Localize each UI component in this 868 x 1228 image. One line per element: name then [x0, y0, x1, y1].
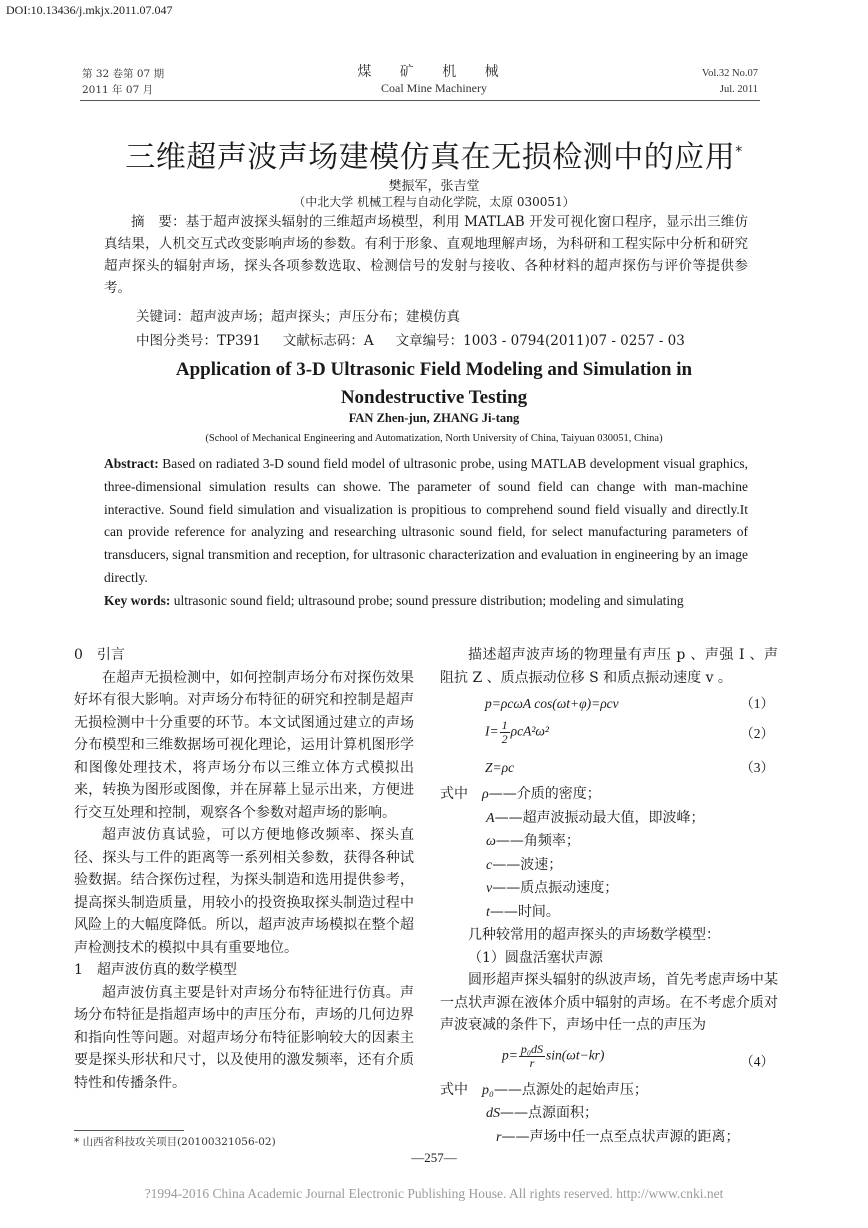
definition-item [440, 830, 778, 854]
def-symbol: ρ [482, 787, 489, 802]
header-rule [80, 100, 760, 101]
def-symbol: ω [486, 834, 496, 849]
footnote: * 山西省科技攻关项目(20100321056-02) [74, 1136, 276, 1148]
keywords-cn [136, 306, 748, 328]
left-column [74, 644, 414, 1094]
equation-1-expr: p=ρcωA cos(ωt+φ)=ρcv [485, 696, 619, 711]
definition-item [440, 1126, 778, 1150]
header-issue-info-en [702, 66, 758, 98]
abstract-cn [104, 211, 748, 299]
def-symbol: c [486, 857, 493, 873]
classification-line [136, 330, 748, 352]
paragraph: 几种较常用的超声探头的声场数学模型： [468, 927, 720, 943]
def-symbol: r [496, 1129, 502, 1145]
paragraph: 在超声无损检测中，如何控制声场分布对探伤效果好坏有很大影响。对声场分布特征的研究和控制是超声无损检测中十分重要的环节。本文试图通过建立的声场分布模型和三维数据场可视化理论，运用计算机图形学和图像处理技术，将声场分布以三维立体方式模拟出来，转换为图形或图像，并在屏幕上显示出来，方便进行交互处理和控制，观察各个参数对超声场的影响。 [74, 669, 414, 821]
def-text: ——角频率； [495, 833, 580, 849]
eq2-rhs: ρcA²ω² [510, 723, 549, 739]
eq2-fraction [500, 719, 510, 746]
eq2-numerator: 1 [501, 718, 508, 732]
def-symbol: A [486, 810, 495, 826]
paper-title-en [0, 356, 868, 412]
page-number: —257— [411, 1150, 457, 1165]
keywords-en-label: Key words: [104, 593, 171, 608]
copyright-notice: ?1994-2016 China Academic Journal Electronic Publishing House. All rights reserved. http://www.cnki.net [144, 1186, 724, 1201]
paragraph: 描述超声波声场的物理量有声压 p 、声强 I 、声阻抗 Z 、质点振动位移 S 和质点振动速度 v 。 [440, 647, 778, 686]
definition-item [440, 854, 778, 878]
definition-item [440, 783, 778, 807]
header-date-en: Jul. 2011 [719, 84, 758, 95]
def-symbol: dS [486, 1106, 500, 1121]
eq2-denominator: 2 [501, 732, 508, 746]
abstract-en [104, 453, 748, 590]
section-0-heading: 0 引言 [74, 647, 125, 663]
document-code: 文献标志码：A [282, 333, 374, 349]
definitions-list-2 [440, 1079, 778, 1150]
keywords-en [104, 590, 748, 613]
def-symbol: p₀ [482, 1082, 494, 1098]
def-symbol: v [486, 881, 493, 896]
equation-4 [440, 1041, 778, 1079]
title-en-line2: Nondestructive Testing [340, 387, 528, 408]
affiliation-en: (School of Mechanical Engineering and Automatization, North University of China, Taiyuan 030051, China) [205, 433, 663, 444]
title-text: 三维超声波声场建模仿真在无损检测中的应用 [125, 140, 736, 175]
section-1-heading: 1 超声波仿真的数学模型 [74, 962, 237, 978]
authors-cn: 樊振军，张吉堂 [388, 179, 480, 194]
def-text: ——介质的密度； [488, 786, 601, 802]
authors-en: FAN Zhen-jun, ZHANG Ji-tang [348, 411, 520, 425]
title-footnote-mark: * [735, 144, 743, 160]
equation-3 [440, 753, 778, 783]
keywords-cn-text: 超声波声场；超声探头；声压分布；建模仿真 [190, 309, 460, 325]
equation-1 [440, 689, 778, 719]
paper-title-cn [0, 132, 868, 176]
eq4-numerator: p₀dS [520, 1041, 544, 1056]
eq4-denominator: r [529, 1055, 535, 1070]
clc-number: 中图分类号：TP391 [136, 333, 261, 349]
header-volume: 第 32 卷第 07 期 [82, 68, 165, 80]
equation-2-expr [485, 719, 549, 746]
eq4-fraction [519, 1043, 545, 1070]
def-text: ——超声波振动最大值，即波峰； [494, 809, 705, 826]
paragraph: 圆形超声探头辐射的纵波声场，首先考虑声场中某一点状声源在液体介质中辐射的声场。在不考虑介质对声波衰减的条件下，声场中任一点的声压为 [440, 972, 778, 1033]
header-date: 2011 年 07 月 [82, 84, 154, 96]
definition-item [440, 807, 778, 831]
abstract-en-text: Based on radiated 3-D sound field model of ultrasonic probe, using MATLAB development visual graphics, three-dimensional simulation results can showe. The parameter of sound field can change with man-machine interactive. Sound field simulation and visualization is propitious to comprehend sound field visually and directly.It can provide reference for analyzing and researching ultrasonic sound field, for select manufacturing parameters of transducers, signal transmition and reception, for ultrasonic characterization and evaluation in engineering by an image directly. [104, 456, 748, 585]
keywords-en-text: ultrasonic sound field; ultrasound probe; sound pressure distribution; modeling and simulating [170, 593, 684, 608]
right-column [440, 644, 778, 1149]
def-text: ——波速； [492, 856, 563, 873]
def-text: ——点源处的起始声压； [493, 1081, 648, 1098]
equation-4-expr [502, 1043, 604, 1070]
where-label: 式中 [440, 1081, 468, 1098]
definitions-list [440, 783, 778, 924]
where-label: 式中 [440, 786, 468, 802]
equation-4-number: （4） [740, 1053, 774, 1069]
keywords-cn-label: 关键词： [136, 309, 190, 325]
affiliation-cn: （中北大学 机械工程与自动化学院，太原 030051） [293, 195, 575, 209]
paragraph: 超声波仿真试验，可以方便地修改频率、探头直径、探头与工件的距离等一系列相关参数，获得各种试验数据。结合探伤过程，为探头制造和选用提供参考，提高探头制造质量，用较小的投资换取探头制造过程中风险上的大幅度降低。所以，超声波声场模拟在整个超声检测技术的模拟中具有重要地位。 [74, 827, 414, 956]
paragraph: 超声波仿真主要是针对声场分布特征进行仿真。声场分布特征是指超声场中的声压分布，声场的几何边界和指向性等问题。对超声场分布特征影响较大的因素主要是探头形状和尺寸，以及使用的激发频率，还有介质特性和传播条件。 [74, 984, 414, 1091]
article-number: 文章编号：1003 - 0794(2011)07 - 0257 - 03 [395, 333, 685, 349]
definition-item [440, 1079, 778, 1103]
def-symbol: t [486, 904, 490, 920]
equation-3-expr: Z=ρc [485, 760, 515, 775]
title-en-line1: Application of 3-D Ultrasonic Field Modeling and Simulation in [175, 359, 693, 380]
definition-item [440, 877, 778, 901]
abstract-cn-label: 摘 要： [131, 214, 186, 230]
journal-name-cn: 煤 矿 机 械 [357, 64, 511, 80]
eq4-lhs: p= [502, 1047, 518, 1063]
subsection-heading: （1）圆盘活塞状声源 [468, 949, 603, 966]
def-text: ——质点振动速度； [492, 880, 619, 896]
definition-item [440, 901, 778, 925]
abstract-cn-text: 基于超声波探头辐射的三维超声场模型，利用 MATLAB 开发可视化窗口程序，显示出三维仿真结果，人机交互式改变影响声场的参数。有利于形象、直观地理解声场，为科研和工程实际中分析和研究超声探头的辐射声场，探头各项参数选取、检测信号的发射与接收、各种材料的超声探伤与评价等提供参考。 [104, 214, 748, 296]
doi-text: DOI:10.13436/j.mkjx.2011.07.047 [6, 3, 173, 17]
equation-2-number: （2） [740, 726, 774, 741]
def-text: ——声场中任一点至点状声源的距离； [501, 1128, 740, 1145]
footnote-rule [74, 1130, 184, 1131]
def-text: ——点源面积； [500, 1105, 598, 1121]
header-volume-en: Vol.32 No.07 [701, 68, 758, 79]
equation-1-number: （1） [740, 696, 774, 711]
equation-3-number: （3） [740, 760, 774, 775]
abstract-en-label: Abstract: [104, 456, 159, 471]
definition-item [440, 1102, 778, 1126]
eq4-rhs: sin(ωt−kr) [546, 1047, 605, 1063]
eq2-lhs: I= [485, 723, 499, 739]
equation-2 [440, 719, 778, 749]
journal-name-en: Coal Mine Machinery [381, 81, 487, 95]
def-text: ——时间。 [489, 903, 560, 920]
